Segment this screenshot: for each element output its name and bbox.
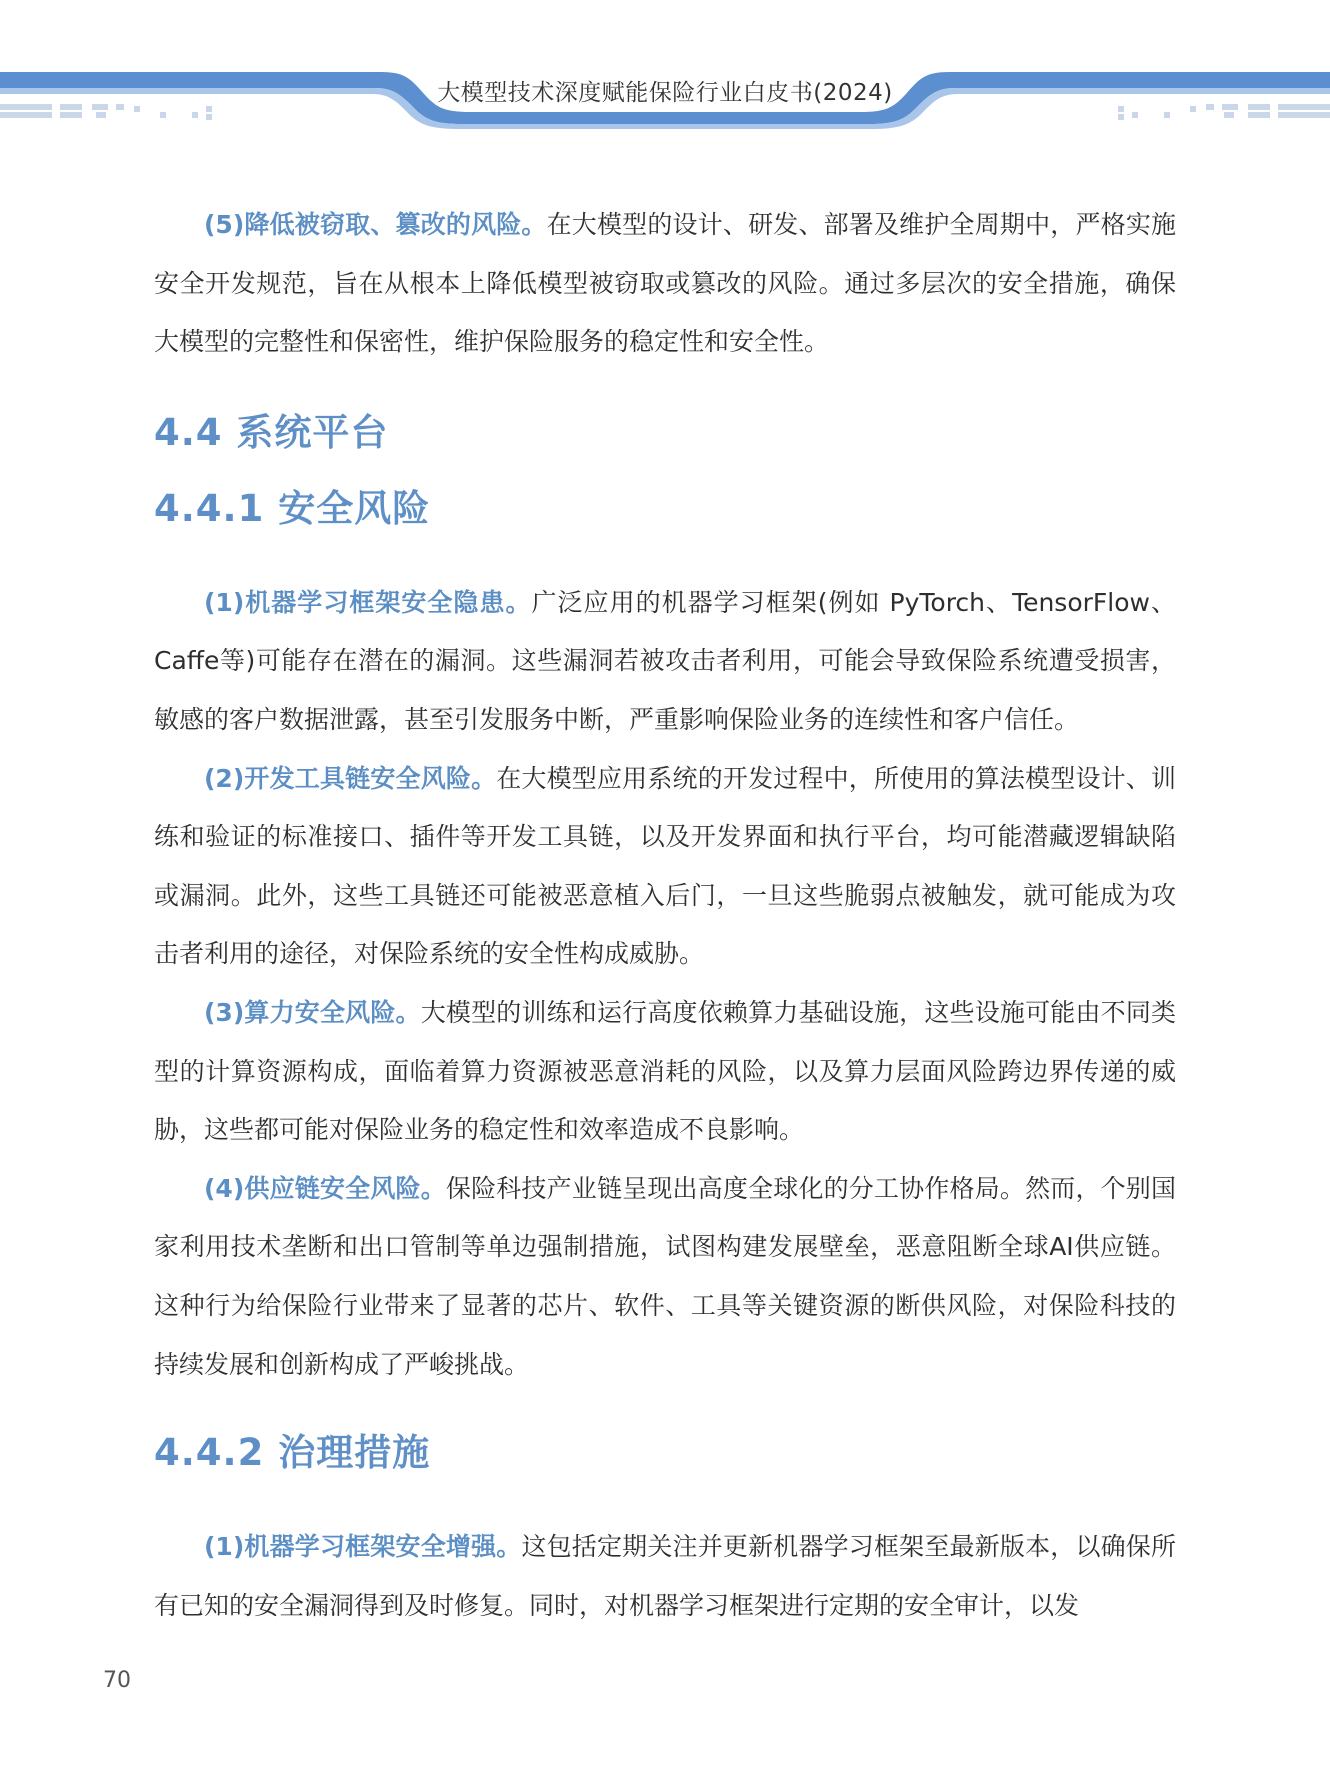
list-item — [154, 1518, 1176, 1635]
paragraph-lead: (3)算力安全风险。 — [204, 997, 421, 1027]
paragraph-lead: (5)降低被窃取、篡改的风险。 — [204, 210, 547, 239]
header-banner-graphic — [0, 0, 1330, 140]
governance-measure-list — [154, 1518, 1176, 1635]
paragraph-body: 大模型的训练和运行高度依赖算力基础设施，这些设施可能由不同类型的计算资源构成，面临着算力资源被恶意消耗的风险，以及算力层面风险跨边界传递的威胁，这些都可能对保险业务的稳定性和效率造成不良影响。 — [154, 997, 1176, 1145]
section-heading-4-4: 4.4 系统平台 — [154, 410, 389, 454]
paragraph-body: 保险科技产业链呈现出高度全球化的分工协作格局。然而，个别国家利用技术垄断和出口管制等单边强制措施，试图构建发展壁垒，恶意阻断全球AI供应链。这种行为给保险行业带来了显著的芯片、软件、工具等关键资源的断供风险，对保险科技的持续发展和创新构成了严峻挑战。 — [154, 1173, 1176, 1379]
page-number: 70 — [103, 1668, 131, 1693]
document-title: 大模型技术深度赋能保险行业白皮书(2024) — [437, 80, 893, 106]
list-item — [154, 574, 1176, 750]
paragraph-lead: (4)供应链安全风险。 — [204, 1173, 446, 1203]
list-item — [154, 1160, 1176, 1394]
page-content — [154, 196, 1176, 1635]
paragraph-lead: (1)机器学习框架安全增强。 — [204, 1532, 522, 1562]
paragraph-lead: (2)开发工具链安全风险。 — [204, 763, 497, 793]
list-item — [154, 750, 1176, 984]
paragraph-body: 这包括定期关注并更新机器学习框架至最新版本，以确保所有已知的安全漏洞得到及时修复。同时，对机器学习框架进行定期的安全审计，以发 — [154, 1532, 1176, 1620]
security-risk-list — [154, 574, 1176, 1394]
paragraph-body: 在大模型应用系统的开发过程中，所使用的算法模型设计、训练和验证的标准接口、插件等开发工具链，以及开发界面和执行平台，均可能潜藏逻辑缺陷或漏洞。此外，这些工具链还可能被恶意植入后门，一旦这些脆弱点被触发，就可能成为攻击者利用的途径，对保险系统的安全性构成威胁。 — [154, 763, 1176, 969]
section-heading-4-4-2: 4.4.2 治理措施 — [154, 1431, 431, 1475]
page-header — [0, 0, 1330, 140]
paragraph-body: 广泛应用的机器学习框架(例如 PyTorch、TensorFlow、Caffe等)可能存在潜在的漏洞。这些漏洞若被攻击者利用，可能会导致保险系统遭受损害，敏感的客户数据泄露，甚至引发服务中断，严重影响保险业务的连续性和客户信任。 — [154, 587, 1176, 734]
section-heading-4-4-1: 4.4.1 安全风险 — [154, 486, 431, 530]
paragraph-reduce-theft-risk — [154, 196, 1176, 372]
paragraph-body: 在大模型的设计、研发、部署及维护全周期中，严格实施安全开发规范，旨在从根本上降低模型被窃取或篡改的风险。通过多层次的安全措施，确保大模型的完整性和保密性，维护保险服务的稳定性和安全性。 — [154, 210, 1176, 357]
list-item — [154, 984, 1176, 1160]
paragraph-lead: (1)机器学习框架安全隐患。 — [204, 587, 532, 617]
